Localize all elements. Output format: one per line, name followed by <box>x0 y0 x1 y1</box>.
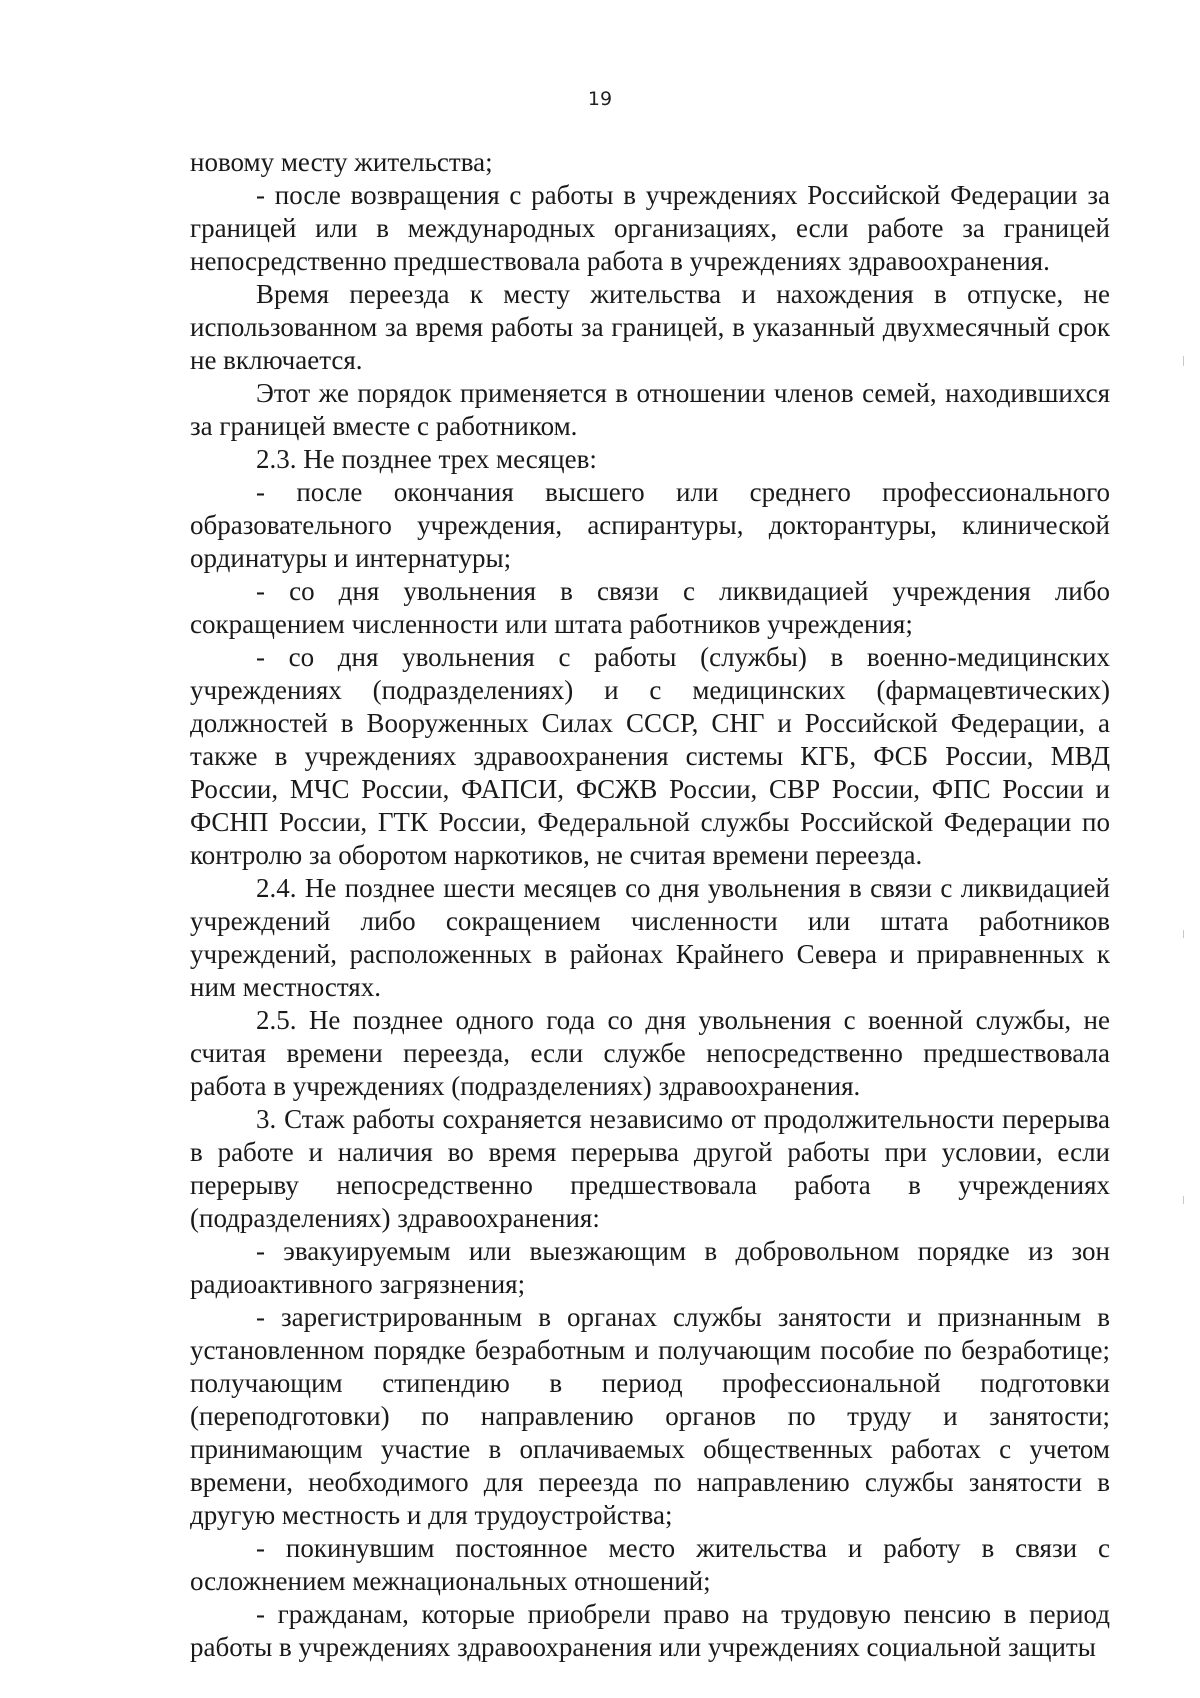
page-number: 19 <box>587 88 613 110</box>
paragraph: - зарегистрированным в органах службы занятости и признанным в установленном порядке безработным и получающим пособие по безработице; получающим стипендию в период профессиональной подготовки (переподготовки) по направлению органов по труду и занятости; принимающим участие в оплачиваемых общественных работах с учетом времени, необходимого для переезда по направлению службы занятости в другую местность и для трудоустройства; <box>190 1302 1110 1530</box>
paragraph-3: 3. Стаж работы сохраняется независимо от продолжительности перерыва в работе и наличия во время перерыва другой работы при условии, если перерыву непосредственно предшествовала работа в учреждениях (подразделениях) здравоохранения: <box>190 1104 1110 1233</box>
paragraph: - покинувшим постоянное место жительства и работу в связи с осложнением межнациональных отношений; <box>190 1533 1110 1596</box>
paragraph-2-5: 2.5. Не позднее одного года со дня увольнения с военной службы, не считая времени переезда, если службе непосредственно предшествовала работа в учреждениях (подразделениях) здравоохранения. <box>190 1005 1110 1101</box>
paragraph: - эвакуируемым или выезжающим в добровольном порядке из зон радиоактивного загрязнения; <box>190 1236 1110 1299</box>
paragraph: - гражданам, которые приобрели право на трудовую пенсию в период работы в учреждениях здравоохранения или учреждениях социальной защиты <box>190 1599 1110 1662</box>
paragraph: - после возвращения с работы в учреждениях Российской Федерации за границей или в международных организациях, если работе за границей непосредственно предшествовала работа в учреждениях здравоохранения. <box>190 180 1110 276</box>
document-body <box>190 146 1110 1664</box>
paragraph: - после окончания высшего или среднего профессионального образовательного учреждения, аспирантуры, докторантуры, клинической ординатуры и интернатуры; <box>190 477 1110 573</box>
paragraph-continuation: новому месту жительства; <box>190 147 493 177</box>
scan-artifact-line <box>1183 930 1184 938</box>
paragraph: - со дня увольнения с работы (службы) в военно-медицинских учреждениях (подразделениях) и с медицинских (фармацевтических) должностей в Вооруженных Силах СССР, СНГ и Российской Федерации, а также в учреждениях здравоохранения системы КГБ, ФСБ России, МВД России, МЧС России, ФАПСИ, ФСЖВ России, СВР России, ФПС России и ФСНП России, ГТК России, Федеральной службы Российской Федерации по контролю за оборотом наркотиков, не считая времени переезда. <box>190 642 1110 870</box>
scan-artifact-line <box>1183 356 1184 366</box>
paragraph-2-4: 2.4. Не позднее шести месяцев со дня увольнения в связи с ликвидацией учреждений либо сокращением численности или штата работников учреждений, расположенных в районах Крайнего Севера и приравненных к ним местностях. <box>190 873 1110 1002</box>
paragraph: - со дня увольнения в связи с ликвидацией учреждения либо сокращением численности или штата работников учреждения; <box>190 576 1110 639</box>
section-heading-2-3: 2.3. Не позднее трех месяцев: <box>256 444 597 474</box>
paragraph: Время переезда к месту жительства и нахождения в отпуске, не использованном за время работы за границей, в указанный двухмесячный срок не включается. <box>190 279 1110 375</box>
scan-artifact-line <box>1183 1196 1184 1204</box>
paragraph: Этот же порядок применяется в отношении членов семей, находившихся за границей вместе с работником. <box>190 378 1110 441</box>
